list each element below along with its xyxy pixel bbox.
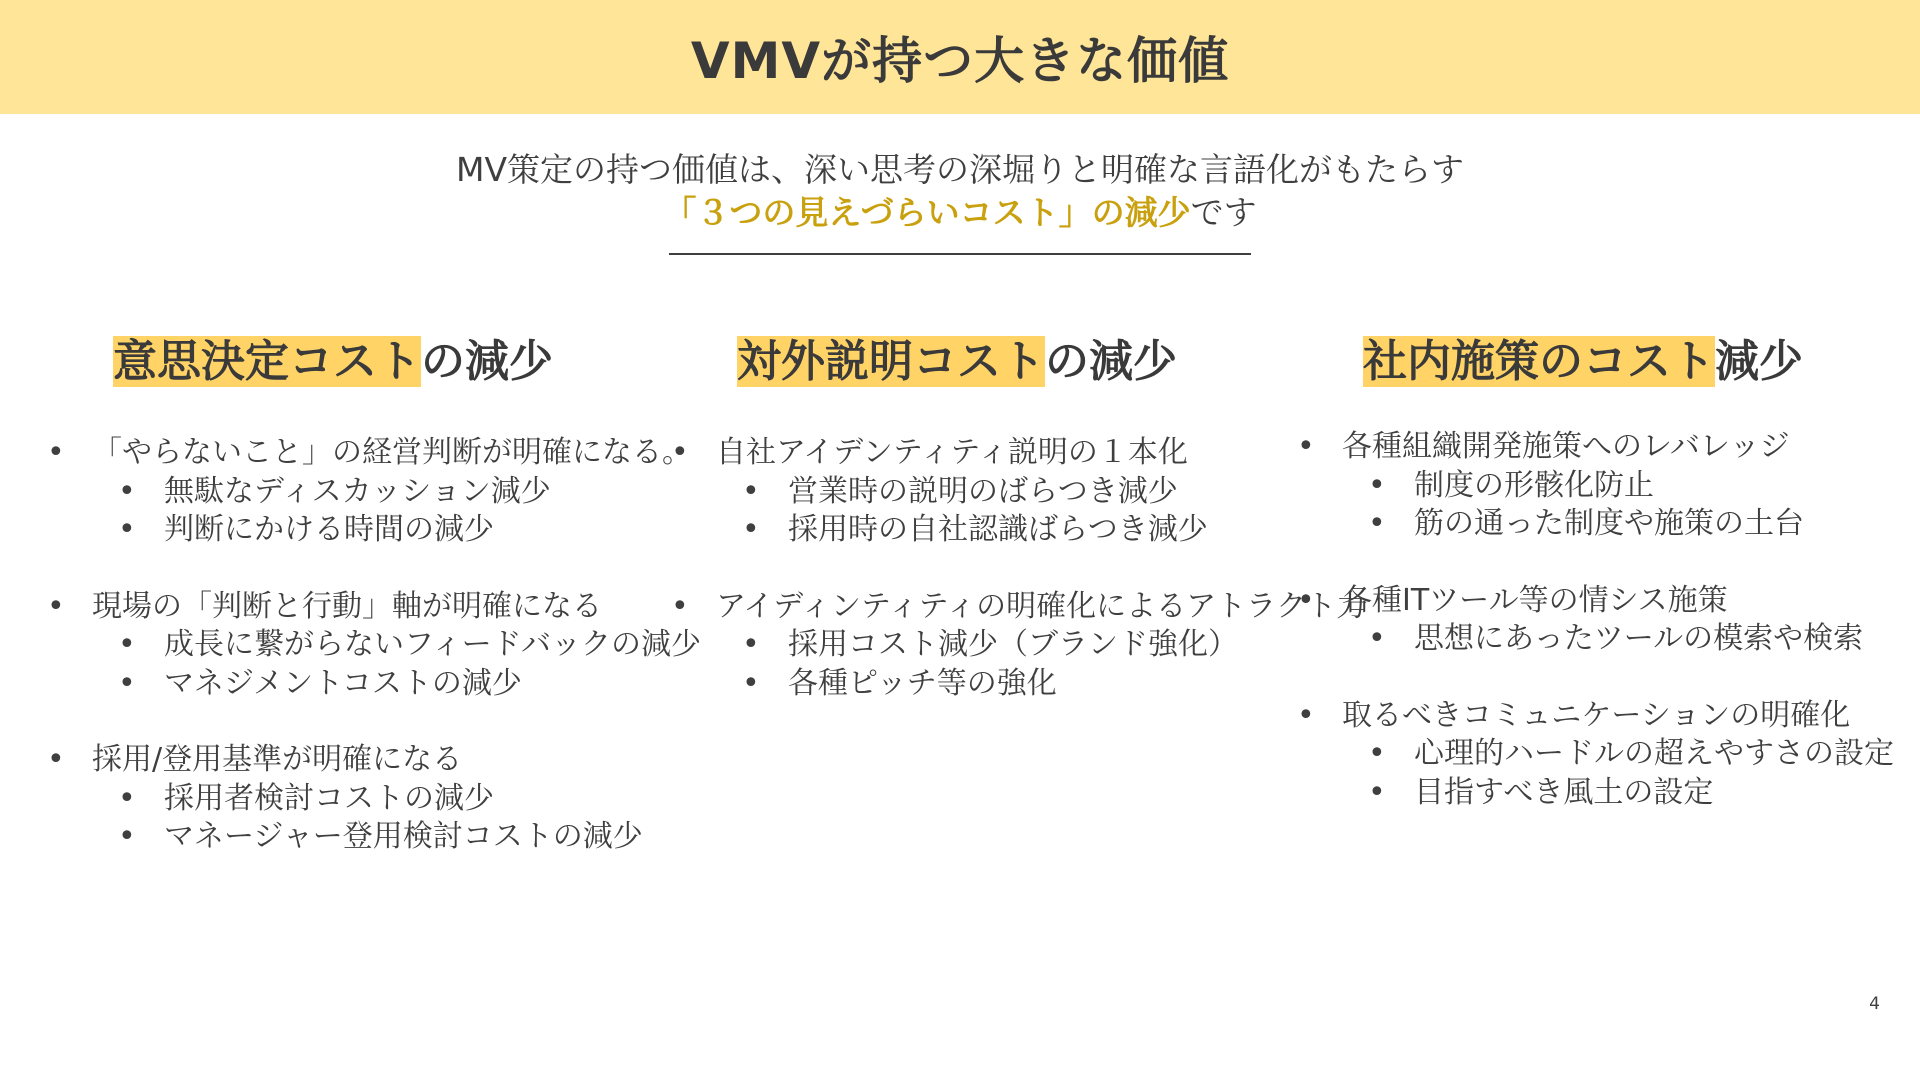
- sub-bullet-item: • 採用者検討コストの減少: [44, 780, 684, 819]
- column-heading: [113, 332, 553, 392]
- sub-bullet-list: [44, 780, 684, 857]
- sub-bullet-item: • 心理的ハードルの超えやすさの設定: [1294, 735, 1920, 774]
- sub-bullet-item: • 筋の通った制度や施策の土台: [1294, 505, 1920, 544]
- sub-bullet-list: [1294, 620, 1920, 659]
- bullet-groups: [668, 434, 1367, 741]
- sub-bullet-item: • 思想にあったツールの模索や検索: [1294, 620, 1920, 659]
- list-item: [44, 741, 684, 857]
- sub-bullet-list: [44, 626, 701, 703]
- bullet-groups: [44, 434, 701, 895]
- sub-bullet-list: [44, 473, 684, 550]
- sub-bullet-item: • 営業時の説明のばらつき減少: [668, 473, 1308, 512]
- list-item: [668, 434, 1308, 550]
- subtitle-line-1: MV策定の持つ価値は、深い思考の深堀りと明確な言語化がもたらす: [455, 150, 1465, 189]
- bullet-item: • 各種組織開発施策へのレバレッジ: [1294, 428, 1920, 467]
- sub-bullet-list: [668, 626, 1308, 703]
- bullet-group: [668, 434, 1308, 550]
- bullet-group: [1294, 428, 1920, 544]
- sub-bullet-item: • 制度の形骸化防止: [1294, 467, 1920, 506]
- bullet-group: [44, 741, 684, 857]
- bullet-item: • 各種ITツール等の情シス施策: [1294, 582, 1920, 621]
- list-item: [1294, 428, 1920, 544]
- column-heading: [737, 332, 1177, 392]
- list-item: [1294, 582, 1920, 659]
- subtitle-line-2-rest: です: [1190, 193, 1257, 232]
- sub-bullet-item: • マネジメントコストの減少: [44, 665, 684, 704]
- bullet-group: [44, 588, 701, 704]
- sub-bullet-list: [1294, 735, 1920, 812]
- sub-bullet-list: [1294, 467, 1920, 544]
- sub-bullet-item: • 目指すべき風土の設定: [1294, 774, 1920, 813]
- list-item: [44, 434, 692, 550]
- column-heading-rest: 減少: [1715, 336, 1803, 387]
- column-heading-rest: の減少: [421, 336, 553, 387]
- bullet-item: • 取るべきコミュニケーションの明確化: [1294, 697, 1920, 736]
- sub-bullet-item: • 採用時の自社認識ばらつき減少: [668, 511, 1308, 550]
- sub-bullet-item: • 採用コスト減少（ブランド強化）: [668, 626, 1308, 665]
- sub-bullet-list: [668, 473, 1308, 550]
- subtitle: [0, 148, 1920, 234]
- page-number: 4: [1869, 994, 1880, 1014]
- bullet-item: • 「やらないこと」の経営判断が明確になる。: [44, 434, 684, 473]
- column-heading: [1363, 332, 1803, 392]
- list-item: [1294, 697, 1920, 813]
- bullet-group: [1294, 697, 1920, 813]
- column-heading-highlight: 意思決定コスト: [113, 336, 421, 387]
- sub-bullet-item: • 成長に繋がらないフィードバックの減少: [44, 626, 684, 665]
- column-heading-highlight: 社内施策のコスト: [1363, 336, 1715, 387]
- bullet-group: [44, 434, 692, 550]
- sub-bullet-item: • 判断にかける時間の減少: [44, 511, 684, 550]
- list-item: [44, 588, 701, 704]
- bullet-item: • 採用/登用基準が明確になる: [44, 741, 684, 780]
- title-bar: [0, 0, 1920, 114]
- bullet-group: [1294, 582, 1920, 659]
- subtitle-line-2: [0, 191, 1920, 234]
- column-heading-rest: の減少: [1045, 336, 1177, 387]
- sub-bullet-item: • 無駄なディスカッション減少: [44, 473, 684, 512]
- slide-title: VMVが持つ大きな価値: [690, 32, 1230, 90]
- subtitle-accent: 「３つの見えづらいコスト」の減少: [663, 193, 1191, 232]
- bullet-item: • アイディンティティの明確化によるアトラクト力: [668, 588, 1308, 627]
- bullet-groups: [1294, 428, 1920, 850]
- bullet-item: • 自社アイデンティティ説明の１本化: [668, 434, 1308, 473]
- subtitle-divider: [669, 253, 1251, 255]
- sub-bullet-item: • 各種ピッチ等の強化: [668, 665, 1308, 704]
- column-heading-highlight: 対外説明コスト: [737, 336, 1045, 387]
- list-item: [668, 588, 1367, 704]
- bullet-group: [668, 588, 1367, 704]
- bullet-item: • 現場の「判断と行動」軸が明確になる: [44, 588, 684, 627]
- sub-bullet-item: • マネージャー登用検討コストの減少: [44, 818, 684, 857]
